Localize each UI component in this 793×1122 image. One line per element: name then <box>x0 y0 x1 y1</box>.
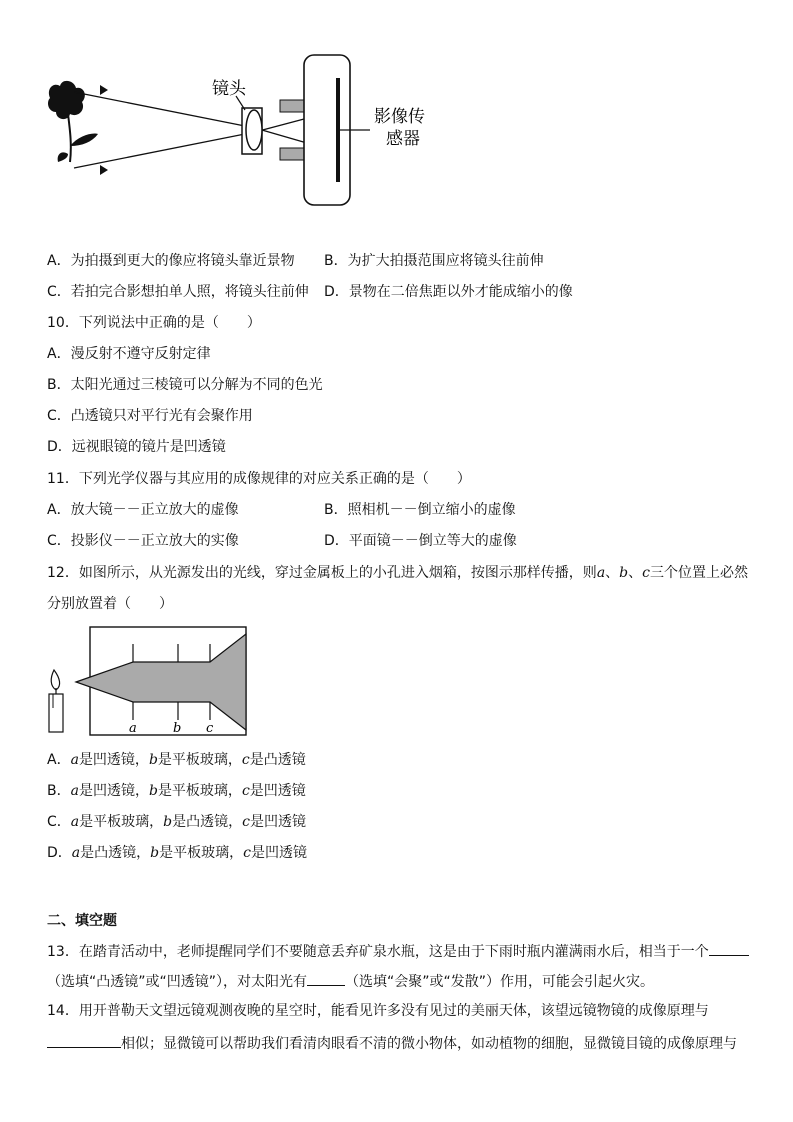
q14-blank-1[interactable] <box>47 1033 121 1048</box>
q11-option-d: D．平面镜－－倒立等大的虚像 <box>324 533 517 549</box>
sensor-plate <box>336 78 340 182</box>
q13-blank-1[interactable] <box>709 941 749 956</box>
smoke-box-diagram <box>40 622 260 742</box>
q9-option-c: C．若拍完合影想拍单人照，将镜头往前伸 <box>47 284 309 300</box>
q9-option-b: B．为扩大拍摄范围应将镜头往前伸 <box>324 253 544 269</box>
q12-option-a: A．a是凹透镜，b是平板玻璃，c是凸透镜 <box>47 752 306 768</box>
q11-stem: 11．下列光学仪器与其应用的成像规律的对应关系正确的是（ ） <box>47 471 471 487</box>
q11-option-a: A．放大镜－－正立放大的虚像 <box>47 502 239 518</box>
lens-icon <box>246 110 262 150</box>
q9-option-a: A．为拍摄到更大的像应将镜头靠近景物 <box>47 253 295 269</box>
q12-stem-line2: 分别放置着（ ） <box>47 596 173 612</box>
sensor-label-1: 影像传 <box>374 107 425 127</box>
q10-option-c: C．凸透镜只对平行光有会聚作用 <box>47 408 253 424</box>
q10-option-b: B．太阳光通过三棱镜可以分解为不同的色光 <box>47 377 323 393</box>
q10-stem: 10．下列说法中正确的是（ ） <box>47 315 261 331</box>
candle-icon <box>49 670 63 732</box>
q13-blank-2[interactable] <box>307 971 345 986</box>
q9-option-d: D．景物在二倍焦距以外才能成缩小的像 <box>324 284 573 300</box>
section-heading: 二、填空题 <box>47 913 117 929</box>
q12-option-d: D．a是凸透镜，b是平板玻璃，c是凹透镜 <box>47 845 307 861</box>
flower-object-icon <box>48 81 98 162</box>
q14-line2: 相似；显微镜可以帮助我们看清肉眼看不清的微小物体，如动植物的细胞，显微镜目镜的成像原理与 <box>47 1033 737 1053</box>
q12-option-c: C．a是平板玻璃，b是凸透镜，c是凹透镜 <box>47 814 306 830</box>
q12-option-b: B．a是凹透镜，b是平板玻璃，c是凹透镜 <box>47 783 306 799</box>
fig-label-b: b <box>173 721 182 736</box>
lens-label: 镜头 <box>212 79 246 99</box>
q13-line2: （选填“凸透镜”或“凹透镜”），对太阳光有 （选填“会聚”或“发散”）作用，可能会引起火灾。 <box>47 971 654 991</box>
q10-option-a: A．漫反射不遵守反射定律 <box>47 346 211 362</box>
q10-option-d: D．远视眼镜的镜片是凹透镜 <box>47 439 226 455</box>
q11-option-c: C．投影仪－－正立放大的实像 <box>47 533 239 549</box>
q12-stem-line1: 12．如图所示，从光源发出的光线，穿过金属板上的小孔进入烟箱，按图示那样传播，则a、b、c三个位置上必然 <box>47 565 748 581</box>
camera-diagram <box>40 50 460 210</box>
fig-label-a: a <box>129 721 137 736</box>
sensor-label-2: 感器 <box>386 129 420 149</box>
fig-label-c: c <box>206 721 214 736</box>
q11-option-b: B．照相机－－倒立缩小的虚像 <box>324 502 516 518</box>
q14-line1: 14．用开普勒天文望远镜观测夜晚的星空时，能看见许多没有见过的美丽天体，该望远镜物镜的成像原理与 <box>47 1003 709 1019</box>
q13-line1: 13．在踏青活动中，老师提醒同学们不要随意丢弃矿泉水瓶，这是由于下雨时瓶内灌满雨水后，相当于一个 <box>47 941 749 961</box>
